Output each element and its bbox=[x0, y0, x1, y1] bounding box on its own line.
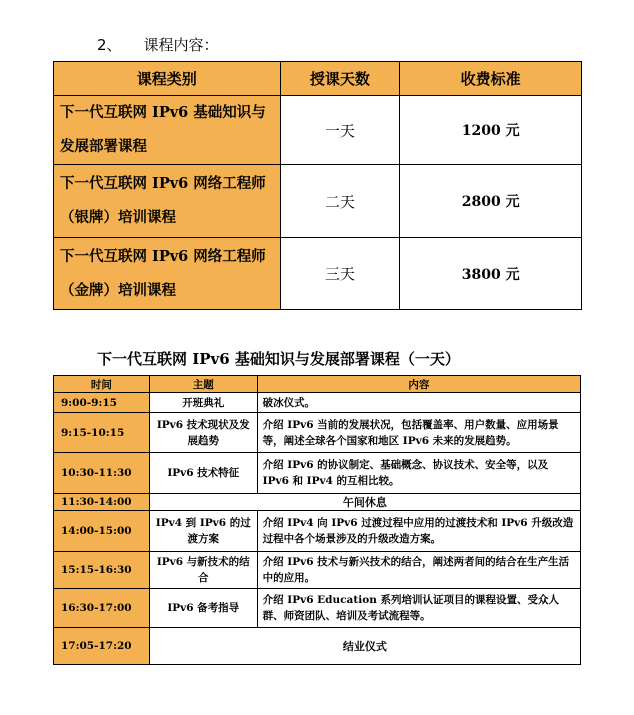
header-content: 内容 bbox=[257, 376, 580, 393]
table-row bbox=[54, 413, 581, 453]
session-time: 9:15-10:15 bbox=[54, 413, 150, 453]
course-category: 下一代互联网 IPv6 网络工程师（金牌）培训课程 bbox=[54, 238, 281, 310]
session-time: 16:30-17:00 bbox=[54, 589, 150, 628]
table-row bbox=[54, 238, 582, 310]
session-topic: IPv6 与新技术的结合 bbox=[149, 552, 257, 589]
table-row bbox=[54, 589, 581, 628]
schedule-table bbox=[53, 375, 581, 665]
session-time: 15:15-16:30 bbox=[54, 552, 150, 589]
table-row bbox=[54, 96, 582, 165]
session-topic: 开班典礼 bbox=[149, 393, 257, 413]
session-time: 10:30-11:30 bbox=[54, 453, 150, 494]
course-category: 下一代互联网 IPv6 网络工程师（银牌）培训课程 bbox=[54, 165, 281, 238]
session-content: 介绍 IPv6 当前的发展状况，包括覆盖率、用户数量、应用场景等，阐述全球各个国家和地区 IPv6 未来的发展趋势。 bbox=[257, 413, 580, 453]
courses-header-row bbox=[54, 62, 582, 96]
course-fee: 3800 元 bbox=[400, 238, 582, 310]
course-days: 三天 bbox=[280, 238, 400, 310]
schedule-header-row bbox=[54, 376, 581, 393]
section-heading bbox=[97, 34, 219, 55]
session-topic: IPv6 备考指导 bbox=[149, 589, 257, 628]
session-content: 破冰仪式。 bbox=[257, 393, 580, 413]
session-content: 介绍 IPv6 的协议制定、基础概念、协议技术、安全等，以及 IPv6 和 IPv4 的互相比较。 bbox=[257, 453, 580, 494]
header-category: 课程类别 bbox=[54, 62, 281, 96]
session-time: 17:05-17:20 bbox=[54, 628, 150, 665]
courses-table bbox=[53, 61, 582, 310]
table-row bbox=[54, 453, 581, 494]
session-time: 9:00-9:15 bbox=[54, 393, 150, 413]
table-row bbox=[54, 511, 581, 552]
session-content: 介绍 IPv6 技术与新兴技术的结合，阐述两者间的结合在生产生活中的应用。 bbox=[257, 552, 580, 589]
course-fee: 2800 元 bbox=[400, 165, 582, 238]
session-topic: IPv6 技术现状及发展趋势 bbox=[149, 413, 257, 453]
table-row bbox=[54, 628, 581, 665]
closing-ceremony: 结业仪式 bbox=[149, 628, 580, 665]
table-row bbox=[54, 165, 582, 238]
session-content: 介绍 IPv6 Education 系列培训认证项目的课程设置、受众人群、师资团队、培训及考试流程等。 bbox=[257, 589, 580, 628]
session-time: 11:30-14:00 bbox=[54, 494, 150, 511]
header-topic: 主题 bbox=[149, 376, 257, 393]
course-fee: 1200 元 bbox=[400, 96, 582, 165]
session-topic: IPv4 到 IPv6 的过渡方案 bbox=[149, 511, 257, 552]
course-category: 下一代互联网 IPv6 基础知识与发展部署课程 bbox=[54, 96, 281, 165]
table-row bbox=[54, 494, 581, 511]
schedule-title: 下一代互联网 IPv6 基础知识与发展部署课程（一天） bbox=[97, 350, 460, 368]
section-title: 课程内容： bbox=[143, 36, 219, 54]
session-time: 14:00-15:00 bbox=[54, 511, 150, 552]
course-days: 二天 bbox=[280, 165, 400, 238]
course-days: 一天 bbox=[280, 96, 400, 165]
header-fee: 收费标准 bbox=[400, 62, 582, 96]
table-row bbox=[54, 552, 581, 589]
header-time: 时间 bbox=[54, 376, 150, 393]
lunch-break: 午间休息 bbox=[149, 494, 580, 511]
section-number: 2、 bbox=[97, 36, 122, 54]
session-topic: IPv6 技术特征 bbox=[149, 453, 257, 494]
table-row bbox=[54, 393, 581, 413]
session-content: 介绍 IPv4 向 IPv6 过渡过程中应用的过渡技术和 IPv6 升级改造过程中各个场景涉及的升级改造方案。 bbox=[257, 511, 580, 552]
header-days: 授课天数 bbox=[280, 62, 400, 96]
